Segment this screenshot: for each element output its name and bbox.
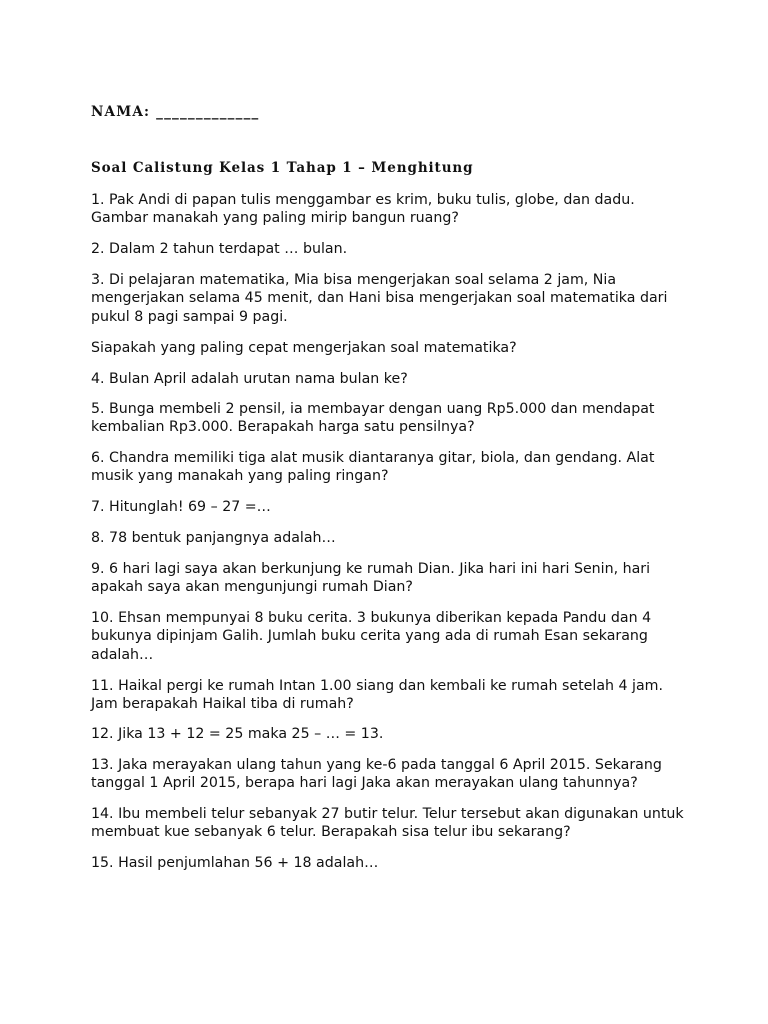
question-6: 6. Chandra memiliki tiga alat musik diantaranya gitar, biola, dan gendang. Alat musik yang manakah yang paling ringan? xyxy=(91,450,655,485)
question-3: 3. Di pelajaran matematika, Mia bisa mengerjakan soal selama 2 jam, Nia mengerjakan selama 45 menit, dan Hani bisa mengerjakan soal matematika dari pukul 8 pagi sampai 9 pagi. xyxy=(91,272,668,325)
question-2: 2. Dalam 2 tahun terdapat … bulan. xyxy=(91,241,348,257)
question-5: 5. Bunga membeli 2 pensil, ia membayar dengan uang Rp5.000 dan mendapat kembalian Rp3.000. Berapakah harga satu pensilnya? xyxy=(91,401,655,436)
name-field-line xyxy=(91,104,259,120)
question-13: 13. Jaka merayakan ulang tahun yang ke-6 pada tanggal 6 April 2015. Sekarang tanggal 1 April 2015, berapa hari lagi Jaka akan merayakan ulang tahunnya? xyxy=(91,757,662,792)
question-1: 1. Pak Andi di papan tulis menggambar es krim, buku tulis, globe, dan dadu. Gambar manakah yang paling mirip bangun ruang? xyxy=(91,192,635,227)
name-blank: _____________ xyxy=(156,104,260,120)
worksheet-title: Soal Calistung Kelas 1 Tahap 1 – Menghitung xyxy=(91,160,474,176)
question-12: 12. Jika 13 + 12 = 25 maka 25 – … = 13. xyxy=(91,726,384,742)
question-15: 15. Hasil penjumlahan 56 + 18 adalah… xyxy=(91,855,379,871)
question-3-followup: Siapakah yang paling cepat mengerjakan soal matematika? xyxy=(91,340,517,356)
question-14: 14. Ibu membeli telur sebanyak 27 butir telur. Telur tersebut akan digunakan untuk membuat kue sebanyak 6 telur. Berapakah sisa telur ibu sekarang? xyxy=(91,806,684,841)
question-9: 9. 6 hari lagi saya akan berkunjung ke rumah Dian. Jika hari ini hari Senin, hari apakah saya akan mengunjungi rumah Dian? xyxy=(91,561,651,596)
question-8: 8. 78 bentuk panjangnya adalah… xyxy=(91,530,336,546)
question-10: 10. Ehsan mempunyai 8 buku cerita. 3 bukunya diberikan kepada Pandu dan 4 bukunya dipinjam Galih. Jumlah buku cerita yang ada di rumah Esan sekarang adalah… xyxy=(91,610,652,663)
question-11: 11. Haikal pergi ke rumah Intan 1.00 siang dan kembali ke rumah setelah 4 jam. Jam berapakah Haikal tiba di rumah? xyxy=(91,678,664,713)
question-4: 4. Bulan April adalah urutan nama bulan ke? xyxy=(91,371,408,387)
name-label: NAMA: xyxy=(91,104,151,120)
question-7: 7. Hitunglah! 69 – 27 =… xyxy=(91,499,271,515)
